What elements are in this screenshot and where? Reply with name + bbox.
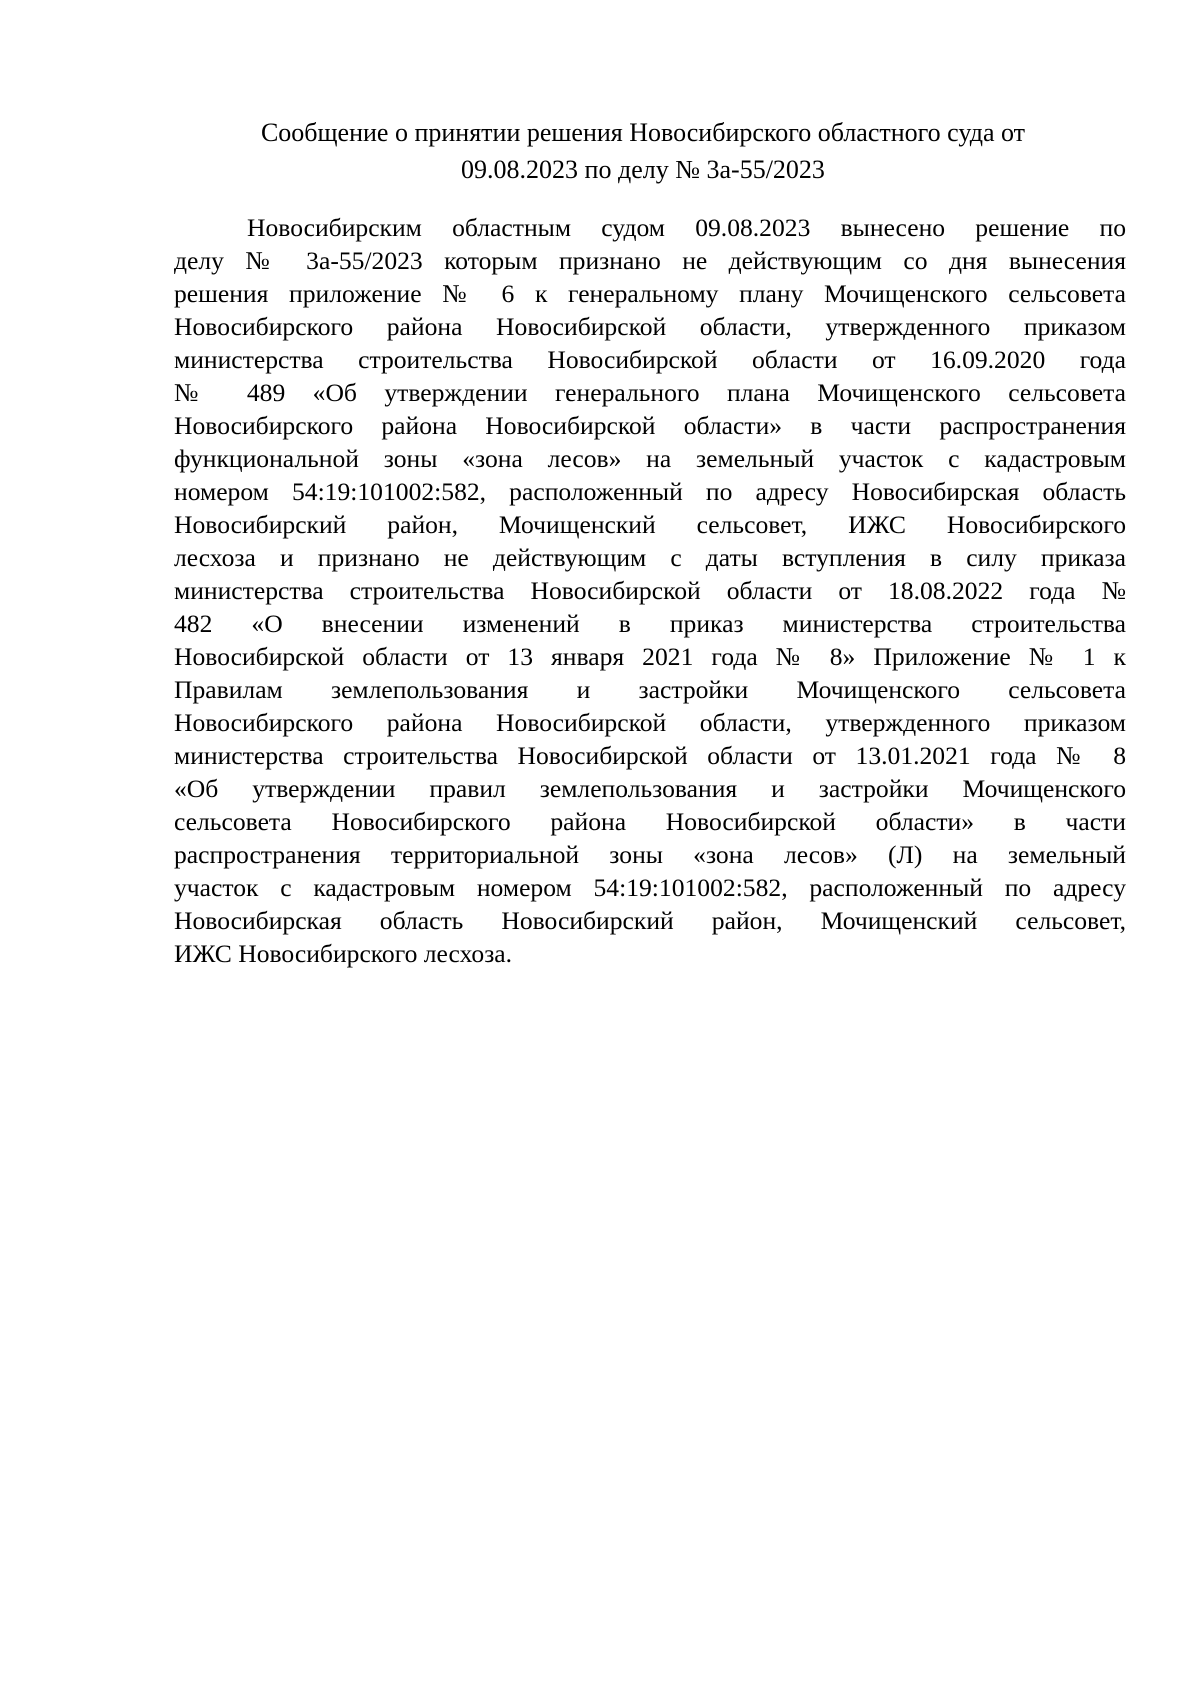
body-line: решения приложение № 6 к генеральному плану Мочищенского сельсовета xyxy=(174,279,1126,308)
body-line: сельсовета Новосибирского района Новосибирской области» в части xyxy=(174,807,1126,836)
body-line: Новосибирским областным судом 09.08.2023 вынесено решение по xyxy=(247,213,1126,242)
body-line: номером 54:19:101002:582, расположенный по адресу Новосибирская область xyxy=(174,477,1126,506)
body-line: распространения территориальной зоны «зона лесов» (Л) на земельный xyxy=(174,840,1126,869)
body-line: участок с кадастровым номером 54:19:101002:582, расположенный по адресу xyxy=(174,873,1126,902)
body-line: 482 «О внесении изменений в приказ министерства строительства xyxy=(174,609,1126,638)
body-line: министерства строительства Новосибирской области от 16.09.2020 года xyxy=(174,345,1126,374)
body-line: Новосибирского района Новосибирской области, утвержденного приказом xyxy=(174,312,1126,341)
body-line: № 489 «Об утверждении генерального плана Мочищенского сельсовета xyxy=(174,378,1126,407)
body-line: министерства строительства Новосибирской области от 13.01.2021 года № 8 xyxy=(174,741,1126,770)
document-title xyxy=(160,114,1126,188)
body-line: Правилам землепользования и застройки Мочищенского сельсовета xyxy=(174,675,1126,704)
title-line: 09.08.2023 по делу № 3а-55/2023 xyxy=(461,155,825,184)
title-line: Сообщение о принятии решения Новосибирского областного суда от xyxy=(260,118,1026,147)
body-line: Новосибирской области от 13 января 2021 года № 8» Приложение № 1 к xyxy=(174,642,1126,671)
body-line: Новосибирского района Новосибирской области» в части распространения xyxy=(174,411,1126,440)
body-line: делу № 3а-55/2023 которым признано не действующим со дня вынесения xyxy=(174,246,1126,275)
body-line: функциональной зоны «зона лесов» на земельный участок с кадастровым xyxy=(174,444,1126,473)
body-line: Новосибирского района Новосибирской области, утвержденного приказом xyxy=(174,708,1126,737)
body-line: Новосибирский район, Мочищенский сельсовет, ИЖС Новосибирского xyxy=(174,510,1126,539)
body-line: «Об утверждении правил землепользования и застройки Мочищенского xyxy=(174,774,1126,803)
body-line: лесхоза и признано не действующим с даты вступления в силу приказа xyxy=(174,543,1126,572)
body-line: Новосибирская область Новосибирский район, Мочищенский сельсовет, xyxy=(174,906,1126,935)
body-line: ИЖС Новосибирского лесхоза. xyxy=(174,939,513,968)
body-line: министерства строительства Новосибирской области от 18.08.2022 года № xyxy=(174,576,1126,605)
document-body xyxy=(174,211,1126,970)
